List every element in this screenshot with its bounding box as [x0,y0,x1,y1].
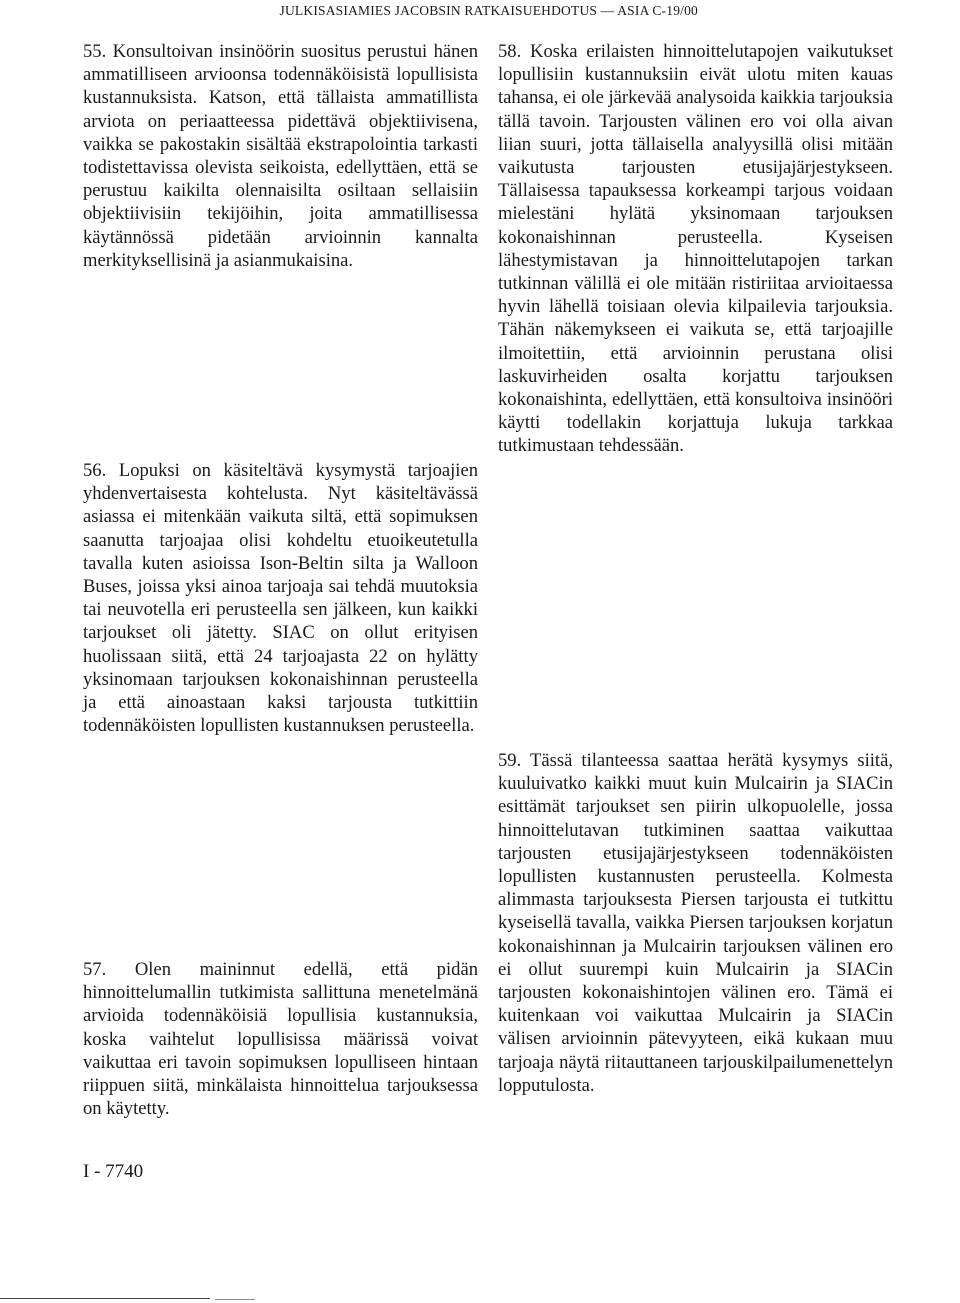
bottom-rule [0,1298,210,1299]
paragraph-55: 55. Konsultoivan insinöörin suositus perustui hänen ammatilliseen arvioonsa todennäköisistä lopullisista kustannuksista. Katson, että tällaista ammatillista arviota on periaatteessa pidettävä objektiivisena, vaikka se pakostakin sisältää ekstrapolointia tarkasti todistettavissa olevista seikoista, edellyttäen, että se perustuu kaikilta olennaisilta osiltaan sellaisiin objektiivisiin tekijöihin, joita ammatillisessa käytännössä pidetään arvioinnin kannalta merkityksellisinä ja asianmukaisina. [83,41,478,271]
paragraph-58: 58. Koska erilaisten hinnoittelutapojen vaikutukset lopullisiin kustannuksiin eivät ulotu miten kauas tahansa, ei ole järkevää analysoida kaikkia tarjouksia tällä tavoin. Tarjousten välinen ero voi olla aivan liian suuri, jotta tällaisella analyysillä olisi mitään vaikutusta tarjousten etusijajärjestykseen. Tällaisessa tapauksessa korkeampi tarjous voidaan mielestäni hylätä yksinomaan tarjouksen kokonaishinnan perusteella. Kyseisen lähestymistavan ja hinnoittelutapojen tarkan tutkinnan välillä ei ole mitään ristiriitaa arvioitaessa hyvin lähellä toisiaan olevia kilpailevia tarjouksia. Tähän näkemykseen ei vaikuta se, että tarjoajille ilmoitettiin, että arvioinnin perustana olisi laskuvirheiden osalta korjattu tarjouksen kokonaishinta, edellyttäen, että konsultoiva insinööri käytti todellakin korjattuja lukuja tarkkaa tutkimustaan tehdessään. [498,41,893,457]
paragraph-57: 57. Olen maininnut edellä, että pidän hinnoittelumallin tutkimista sallittuna menetelmänä arvioida todennäköisiä lopullisia kustannuksia, koska vaihtelut lopullisissa määrissä voivat vaikuttaa eri tavoin sopimuksen lopulliseen hintaan riippuen siitä, minkälaista hinnoittelua tarjouksessa on käytetty. [83,959,478,1120]
paragraph-56: 56. Lopuksi on käsiteltävä kysymystä tarjoajien yhdenvertaisesta kohtelusta. Nyt käsiteltävässä asiassa ei mitenkään vaikuta siltä, että sopimuksen saanutta tarjoajaa olisi kohdeltu etuoikeutetulla tavalla kuten asioissa Ison-Beltin silta ja Walloon Buses, joissa yksi ainoa tarjoaja sai tehdä muutoksia tai neuvotella eri perusteella sen jälkeen, kun kaikki tarjoukset oli jätetty. SIAC on ollut erityisen huolissaan siitä, että 24 tarjoajasta 22 on hylätty yksinomaan tarjouksen kokonaishinnan perusteella ja että ainoastaan kaksi tarjousta tutkittiin todennäköisten lopullisten kustannuksen perusteella. [83,460,478,737]
bottom-rule-fragment [215,1299,255,1300]
left-column [83,40,478,272]
running-header: JULKISASIAMIES JACOBSIN RATKAISUEHDOTUS — ASIA C-19/00 [279,3,698,18]
left-column-p57 [83,958,478,1120]
left-column-p56 [83,459,478,737]
paragraph-59: 59. Tässä tilanteessa saattaa herätä kysymys siitä, kuuluivatko kaikki muut kuin Mulcairin ja SIACin esittämät tarjoukset sen piirin ulkopuolelle, jossa hinnoittelutavan tutkiminen saattaa vaikuttaa tarjousten etusijajärjestykseen todennäköisten lopullisten kustannusten perusteella. Kolmesta alimmasta tarjouksesta Piersen tarjousta ei tutkittu kyseisellä tavalla, vaikka Piersen tarjouksen korjatun kokonaishinnan ja Mulcairin tarjouksen välinen ero ei ollut suurempi kuin Mulcairin ja SIACin tarjousten kokonaishintojen välinen ero. Tämä ei kuitenkaan voi vaikuttaa Mulcairin ja SIACin välisen arvioinnin pätevyyteen, eikä kukaan muu tarjoaja näytä riitauttaneen tarjouskilpailumenettelyn lopputulosta. [498,750,893,1096]
right-column-p59 [498,749,893,1097]
page-number: I - 7740 [83,1161,144,1182]
right-column [498,40,893,458]
